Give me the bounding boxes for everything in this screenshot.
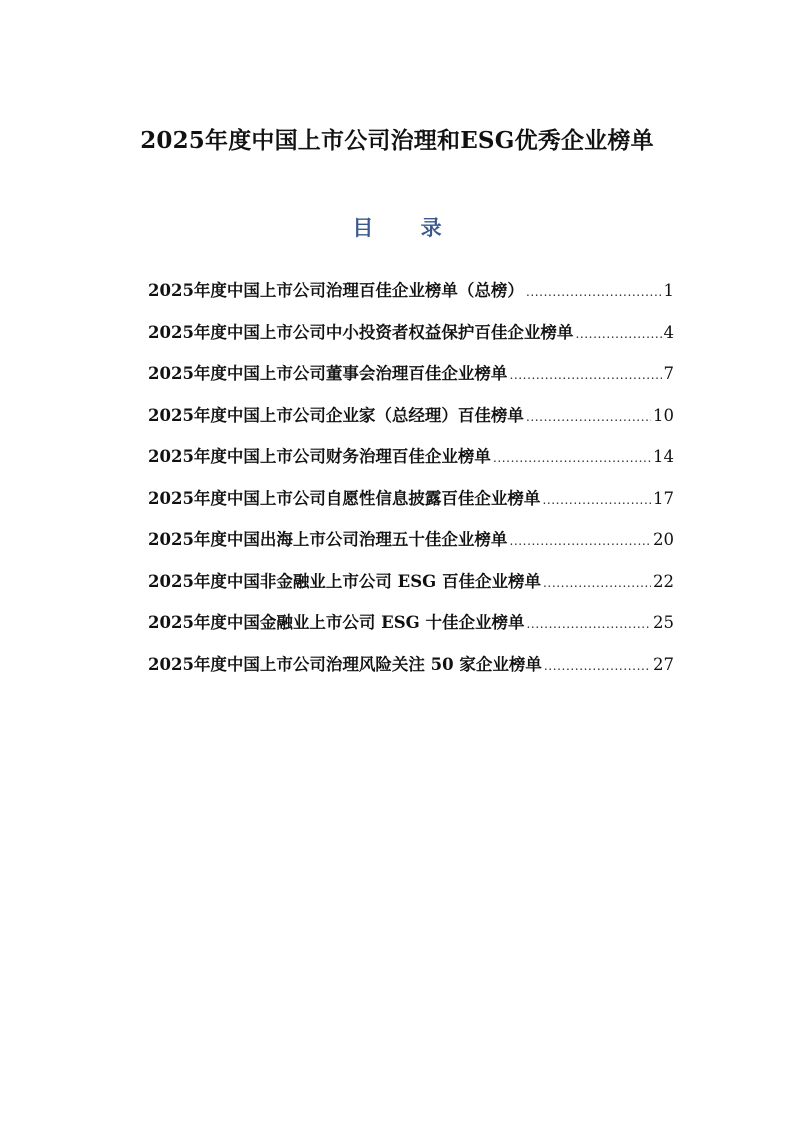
toc-entry-page: 20 <box>653 530 674 549</box>
toc-entry[interactable] <box>148 568 674 610</box>
toc-entry-title: 2025年度中国上市公司自愿性信息披露百佳企业榜单 <box>148 488 541 508</box>
toc-entry-page: 27 <box>653 654 674 674</box>
toc-entry-title: 2025年度中国非金融业上市公司 ESG 百佳企业榜单 <box>148 571 541 591</box>
toc-entry[interactable] <box>148 526 674 568</box>
toc-entry-page: 25 <box>653 613 674 632</box>
toc-entry[interactable] <box>148 319 674 361</box>
toc-entry[interactable] <box>148 402 674 444</box>
toc-entry-title: 2025年度中国出海上市公司治理五十佳企业榜单 <box>148 530 508 549</box>
toc-entry-page: 7 <box>663 364 674 383</box>
toc-entry-title: 2025年度中国金融业上市公司 ESG 十佳企业榜单 <box>148 613 525 632</box>
toc-entry-title: 2025年度中国上市公司财务治理百佳企业榜单 <box>148 447 491 466</box>
toc-entry-page: 17 <box>653 488 674 508</box>
toc-leader-dots <box>527 617 652 631</box>
toc-entry-title: 2025年度中国上市公司企业家（总经理）百佳榜单 <box>148 405 524 425</box>
toc-leader-dots <box>526 285 662 299</box>
toc-entry-page: 10 <box>653 405 674 425</box>
toc-entry-page: 14 <box>653 447 674 466</box>
toc-heading: 目 录 <box>352 215 462 240</box>
toc-entry-title: 2025年度中国上市公司董事会治理百佳企业榜单 <box>148 364 508 383</box>
toc-entry[interactable] <box>148 651 674 693</box>
toc-leader-dots <box>544 659 651 673</box>
toc-entry[interactable] <box>148 443 674 485</box>
toc-entry-title: 2025年度中国上市公司治理风险关注 50 家企业榜单 <box>148 654 542 674</box>
toc-leader-dots <box>575 327 661 341</box>
toc-leader-dots <box>542 493 651 507</box>
document-title: 2025年度中国上市公司治理和ESG优秀企业榜单 <box>140 127 654 154</box>
toc-entry[interactable] <box>148 277 674 319</box>
toc-entry[interactable] <box>148 609 674 651</box>
toc-entry-page: 4 <box>663 322 674 342</box>
toc-entry-title: 2025年度中国上市公司中小投资者权益保护百佳企业榜单 <box>148 322 574 342</box>
toc-leader-dots <box>493 451 651 465</box>
toc-entry-page: 1 <box>663 281 674 300</box>
toc-leader-dots <box>509 534 651 548</box>
toc-leader-dots <box>543 576 651 590</box>
toc-leader-dots <box>509 368 661 382</box>
toc-entry[interactable] <box>148 485 674 527</box>
toc-leader-dots <box>526 410 651 424</box>
toc-entry-title: 2025年度中国上市公司治理百佳企业榜单（总榜） <box>148 281 524 300</box>
toc-entry-page: 22 <box>653 571 674 591</box>
table-of-contents <box>148 277 674 692</box>
toc-entry[interactable] <box>148 360 674 402</box>
